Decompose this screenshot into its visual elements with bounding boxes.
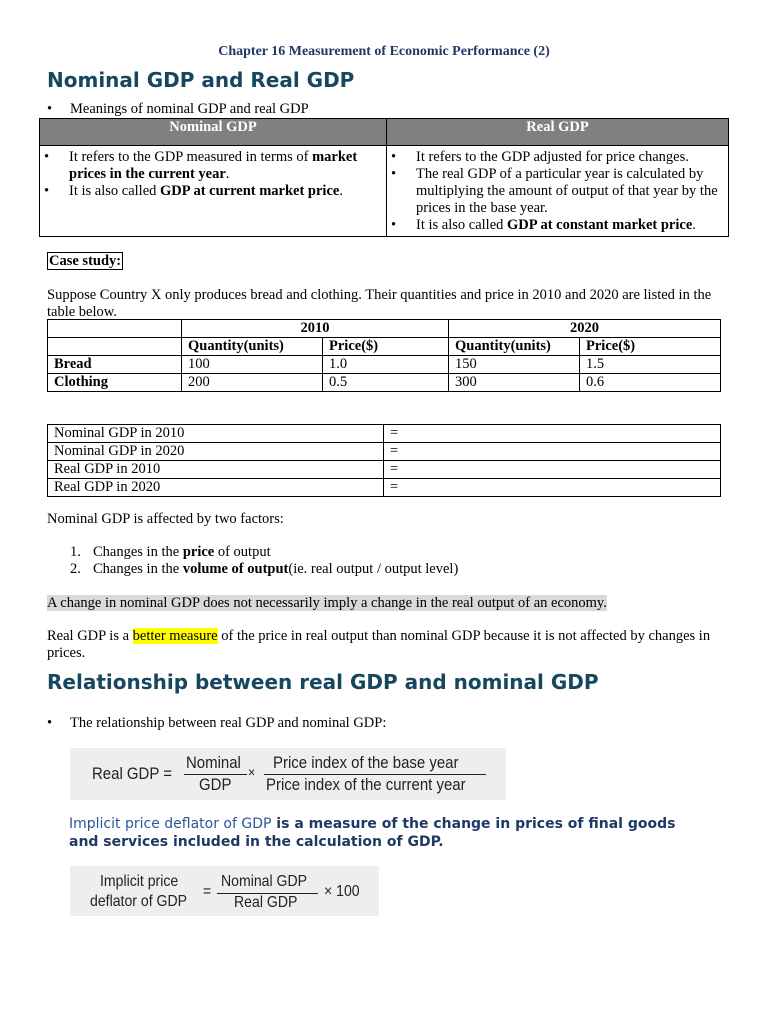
table-row: Nominal GDP in 2010 = <box>48 425 721 443</box>
table-row: Bread 100 1.0 150 1.5 <box>48 356 721 374</box>
formula-denominator: GDP <box>199 775 232 794</box>
bullet-icon: • <box>47 101 53 117</box>
answer-field[interactable]: = <box>384 479 721 497</box>
table-row: Real GDP in 2010 = <box>48 461 721 479</box>
answer-field[interactable]: = <box>384 425 721 443</box>
gdp-answer-table <box>47 424 721 497</box>
equals-icon: = <box>203 883 212 900</box>
real-gdp-formula <box>70 748 506 800</box>
table-row: Real GDP in 2020 = <box>48 479 721 497</box>
case-study-label: Case study: <box>49 253 122 269</box>
formula-numerator: Nominal <box>186 753 241 772</box>
factor-item-price: 1. Changes in the price of output <box>70 544 271 560</box>
nominal-gdp-header: Nominal GDP <box>40 119 387 146</box>
case-study-intro: Suppose Country X only produces bread and clothing. Their quantities and price in 2010 and 2020 are listed in the table below. <box>47 287 712 320</box>
quantity-price-table <box>47 319 721 392</box>
formula-numerator: Nominal GDP <box>221 873 308 890</box>
times-100: × 100 <box>324 883 360 900</box>
table-row: Nominal GDP in 2020 = <box>48 443 721 461</box>
times-icon: × <box>248 764 256 780</box>
year-2020-header: 2020 <box>449 320 721 338</box>
section-heading-relationship: Relationship between real GDP and nominal GDP <box>47 670 599 694</box>
price-header: Price($) <box>323 338 449 356</box>
section-heading-nominal-real: Nominal GDP and Real GDP <box>47 68 355 92</box>
factors-intro: Nominal GDP is affected by two factors: <box>47 511 284 527</box>
formula-lhs: deflator of GDP <box>90 893 188 910</box>
year-2010-header: 2010 <box>182 320 449 338</box>
better-measure-highlight: better measure <box>132 628 218 644</box>
formula-lhs: Real GDP = <box>92 764 172 783</box>
list-item: • It is also called GDP at current market price. <box>44 183 382 200</box>
deflator-definition: Implicit price deflator of GDP is a measure of the change in prices of final goods and services included in the calculation of GDP. <box>69 816 676 850</box>
list-item: • The real GDP of a particular year is calculated by multiplying the amount of output of that year by the prices in the base year. <box>391 166 724 217</box>
deflator-formula <box>70 866 379 916</box>
better-measure-paragraph: Real GDP is a better measure of the price in real output than nominal GDP because it is not affected by changes in prices. <box>47 628 711 661</box>
factor-item-volume: 2. Changes in the volume of output(ie. real output / output level) <box>70 561 459 577</box>
list-item: • It is also called GDP at constant market price. <box>391 217 724 234</box>
table-row: Clothing 200 0.5 300 0.6 <box>48 374 721 392</box>
formula-denominator: Price index of the current year <box>266 775 466 794</box>
quantity-header: Quantity(units) <box>449 338 580 356</box>
formula-numerator: Price index of the base year <box>273 753 459 772</box>
nominal-gdp-cell <box>40 146 387 237</box>
chapter-title: Chapter 16 Measurement of Economic Performance (2) <box>218 44 550 59</box>
list-item: • It refers to the GDP adjusted for price changes. <box>391 149 724 166</box>
formula-denominator: Real GDP <box>234 894 298 911</box>
relationship-bullet: • The relationship between real GDP and nominal GDP: <box>47 715 387 731</box>
real-gdp-cell <box>387 146 729 237</box>
meanings-table <box>39 118 729 237</box>
bullet-icon: • <box>47 715 53 731</box>
list-item: • It refers to the GDP measured in terms of market prices in the current year. <box>44 149 382 183</box>
real-gdp-header: Real GDP <box>387 119 729 146</box>
meanings-bullet: • Meanings of nominal GDP and real GDP <box>47 101 309 117</box>
empty-cell <box>48 338 182 356</box>
quantity-header: Quantity(units) <box>182 338 323 356</box>
formula-lhs: Implicit price <box>100 873 179 890</box>
highlighted-sentence: A change in nominal GDP does not necessarily imply a change in the real output of an economy. <box>47 595 607 611</box>
answer-field[interactable]: = <box>384 443 721 461</box>
empty-cell <box>48 320 182 338</box>
price-header: Price($) <box>580 338 721 356</box>
answer-field[interactable]: = <box>384 461 721 479</box>
